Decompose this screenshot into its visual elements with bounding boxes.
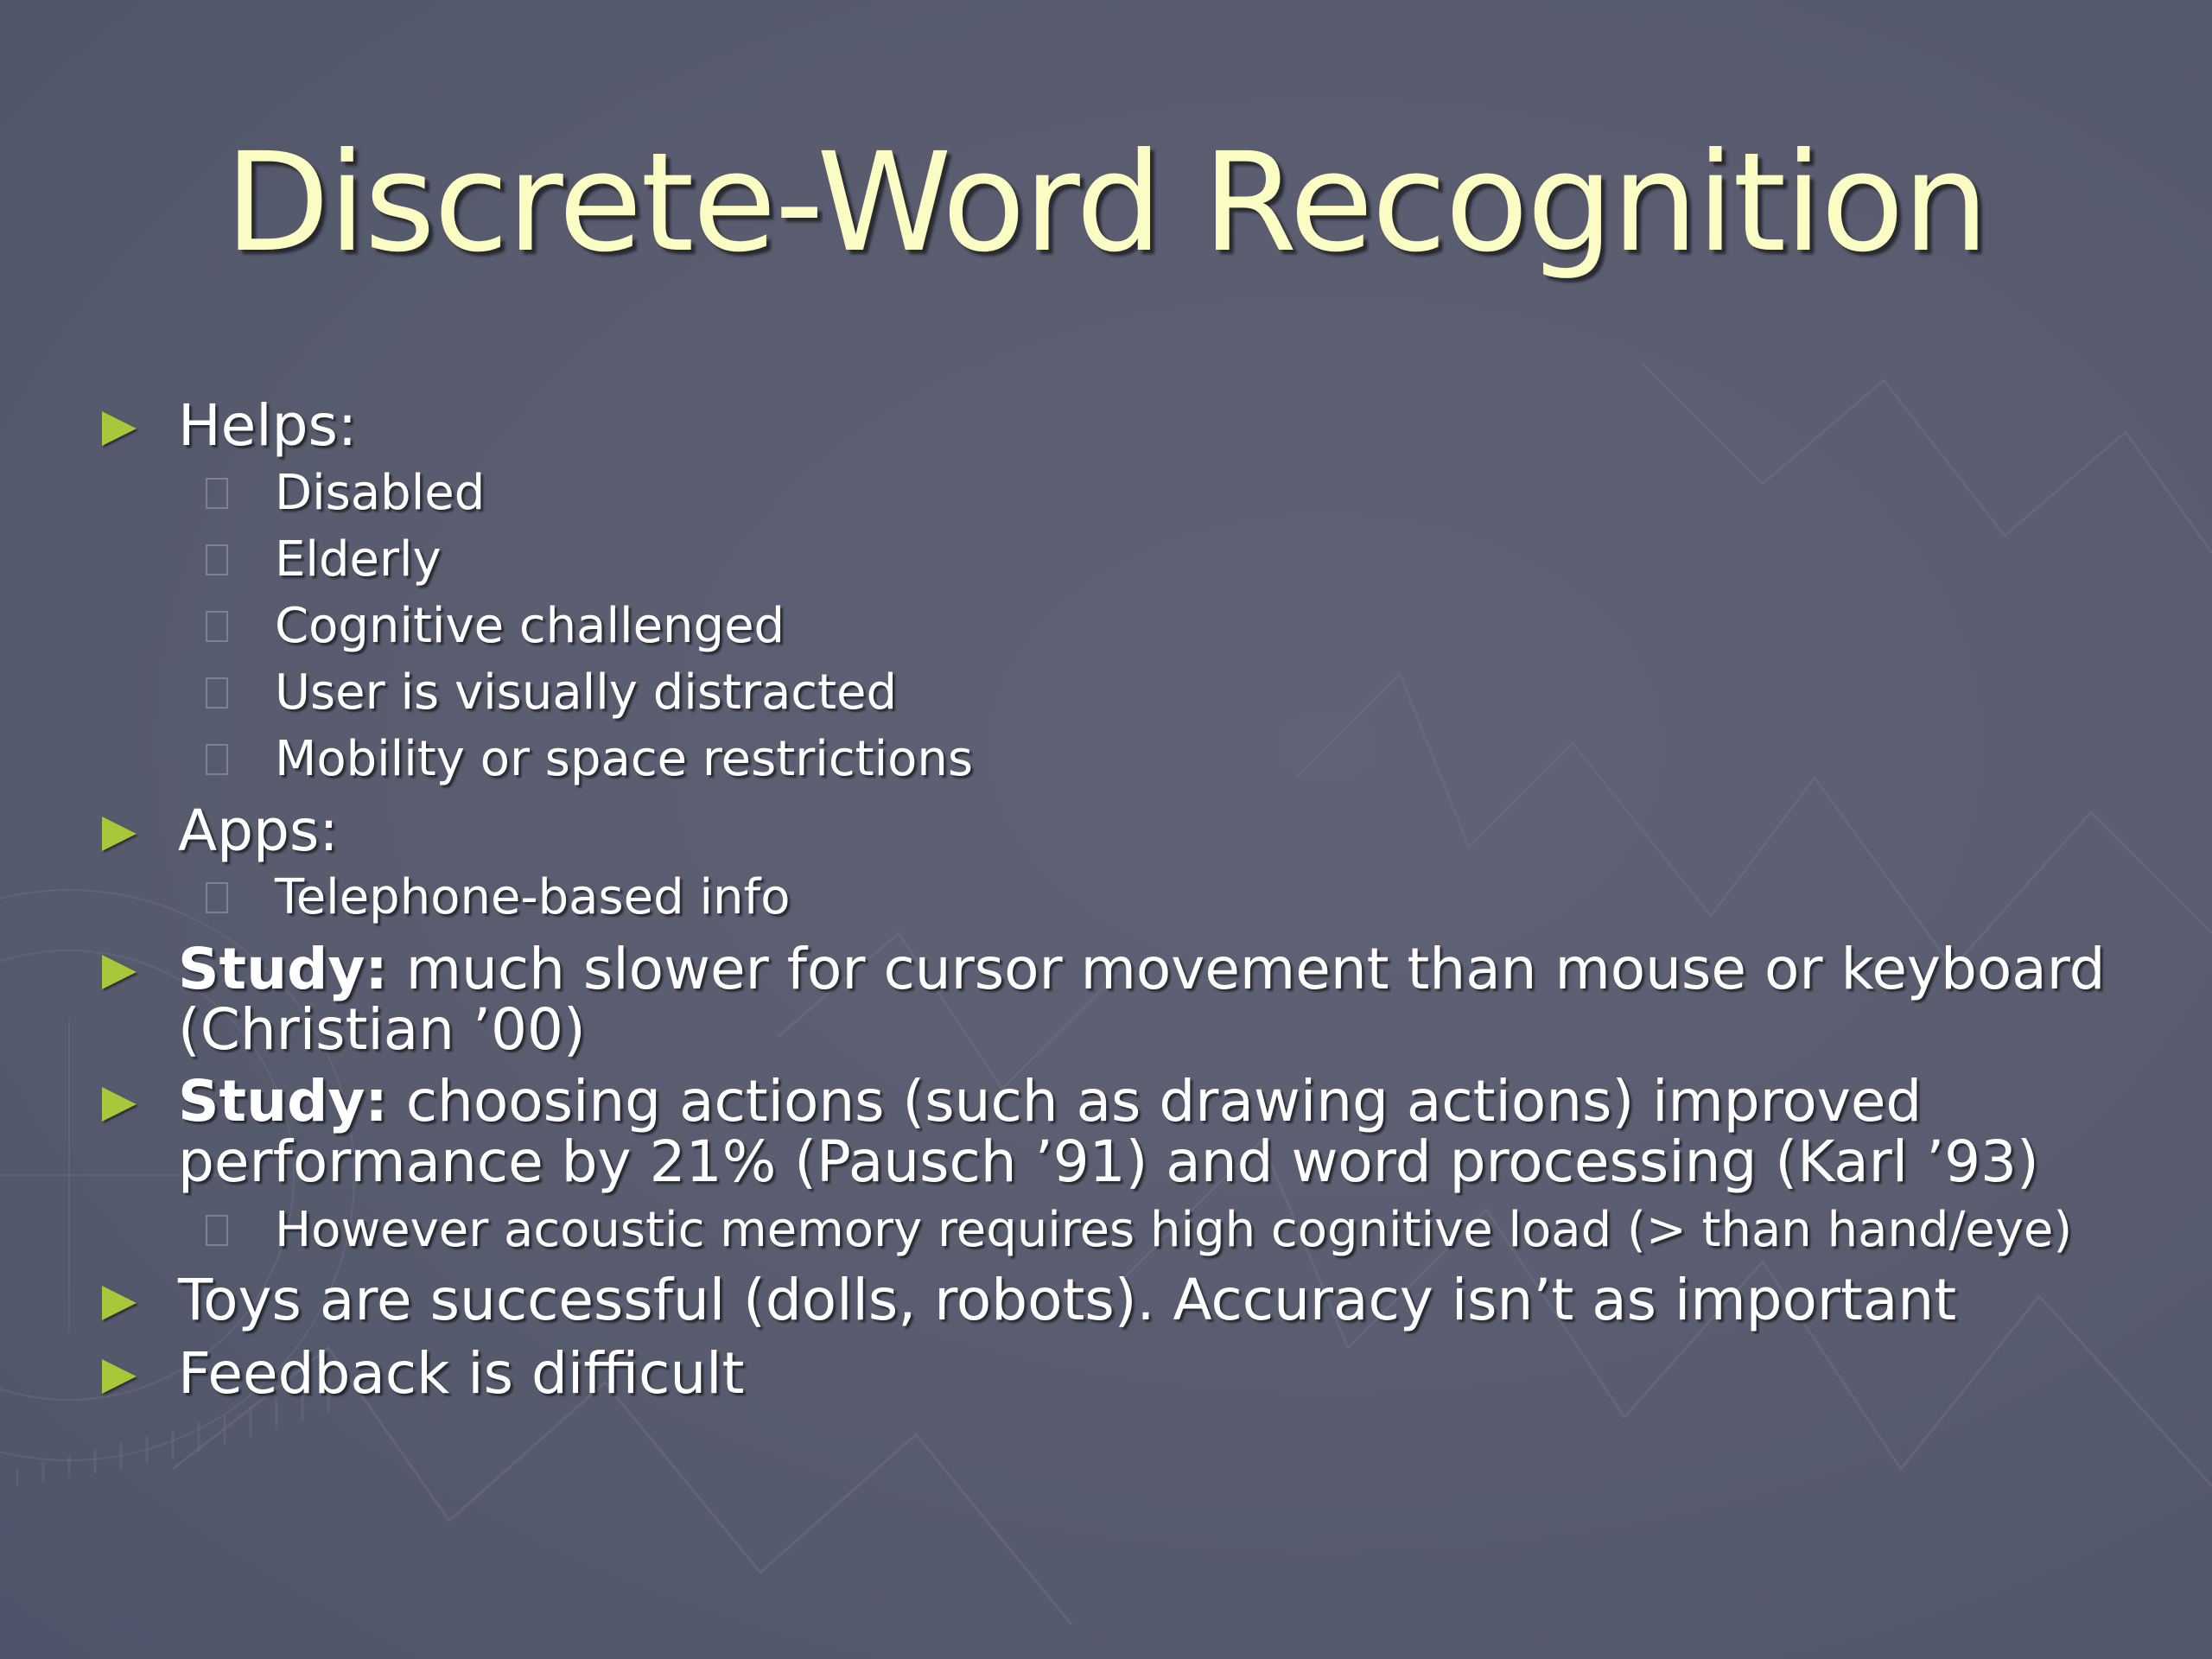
bullet-text (178, 1068, 1923, 1135)
bullet-text: Toys are successful (dolls, robots). Accuracy isn’t as important (178, 1267, 1957, 1333)
sub-bullet-text: Telephone-based info (275, 869, 791, 925)
bullet-text (178, 936, 2106, 1002)
sub-bullet-text: User is visually distracted (275, 664, 898, 721)
slide-title: Discrete-Word Recognition (225, 124, 1987, 283)
square-outline-icon (206, 744, 228, 775)
sub-bullet-text: Disabled (275, 465, 486, 521)
square-outline-icon (206, 882, 228, 913)
square-outline-icon (206, 478, 228, 509)
triangle-right-icon (102, 1286, 137, 1320)
bullet-text: Feedback is difficult (178, 1340, 745, 1407)
square-outline-icon (206, 544, 228, 575)
bullet-text: Helps: (178, 392, 358, 459)
sub-bullet-text: However acoustic memory requires high cognitive load (> than hand/eye) (275, 1202, 2073, 1258)
triangle-right-icon (102, 1087, 137, 1122)
bullet-bold-label: Study: (178, 936, 388, 1002)
bullet-text: Apps: (178, 798, 339, 864)
bullet-text-rest: choosing actions (such as drawing actions) improved (387, 1068, 1923, 1135)
sub-bullet-text: Cognitive challenged (275, 598, 785, 654)
bullet-text-rest: much slower for cursor movement than mouse or keyboard (387, 936, 2106, 1002)
triangle-right-icon (102, 817, 137, 851)
triangle-right-icon (102, 411, 137, 446)
bullet-bold-label: Study: (178, 1068, 388, 1135)
square-outline-icon (206, 611, 228, 642)
triangle-right-icon (102, 1359, 137, 1394)
square-outline-icon (206, 677, 228, 709)
triangle-right-icon (102, 955, 137, 989)
sub-bullet-text: Mobility or space restrictions (275, 731, 974, 787)
sub-bullet-text: Elderly (275, 531, 442, 588)
bullet-text-line2: (Christian ’00) (178, 996, 586, 1063)
square-outline-icon (206, 1215, 228, 1246)
bullet-text-line2: performance by 21% (Pausch ’91) and word processing (Karl ’93) (178, 1128, 2039, 1195)
